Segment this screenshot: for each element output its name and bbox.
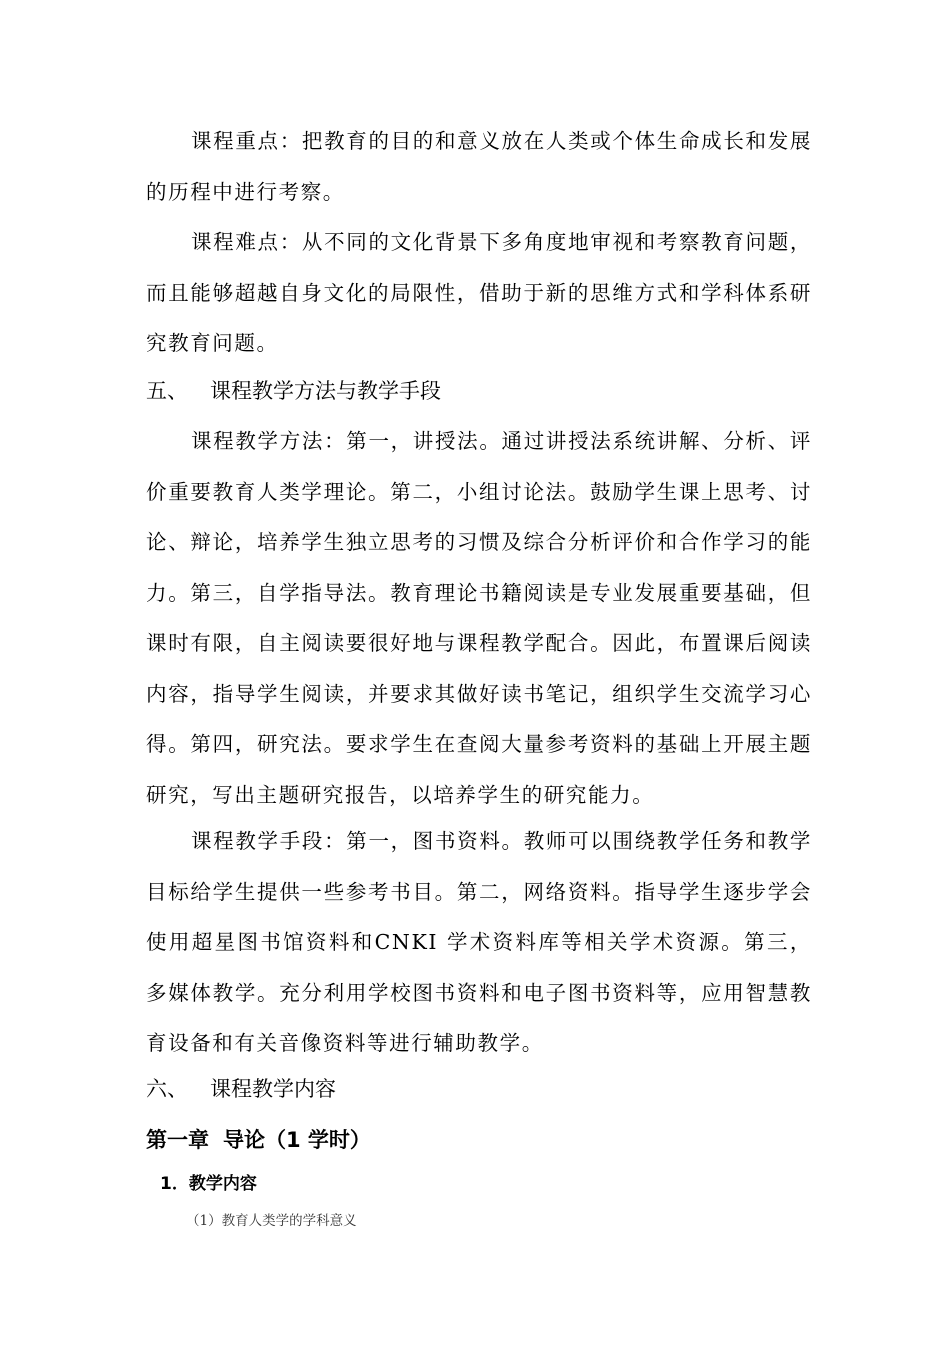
chapter-number: 第一章 (146, 1128, 209, 1152)
section-heading-methods (146, 376, 441, 406)
chapter-title: 导论（1 学时） (223, 1128, 371, 1152)
section-number: 五、 (146, 379, 188, 403)
section-heading-content (146, 1074, 336, 1104)
chapter-heading (146, 1125, 371, 1155)
paragraph-difficulties: 课程难点：从不同的文化背景下多角度地审视和考察教育问题，而且能够超越自身文化的局限性，借助于新的思维方式和学科体系研究教育问题。 (146, 230, 812, 355)
paragraph-means: 课程教学手段：第一，图书资料。教师可以围绕教学任务和教学目标给学生提供一些参考书目。第二，网络资料。指导学生逐步学会使用超星图书馆资料和CNKI 学术资料库等相关学术资源。第三，多媒体教学。充分利用学校图书资料和电子图书资料等，应用智慧教育设备和有关音像资料等进行辅助教学。 (146, 829, 812, 1055)
paragraph-methods: 课程教学方法：第一，讲授法。通过讲授法系统讲解、分析、评价重要教育人类学理论。第二，小组讨论法。鼓励学生课上思考、讨论、辩论，培养学生独立思考的习惯及综合分析评价和合作学习的能力。第三，自学指导法。教育理论书籍阅读是专业发展重要基础，但课时有限，自主阅读要很好地与课程教学配合。因此，布置课后阅读内容，指导学生阅读，并要求其做好读书笔记，组织学生交流学习心得。第四，研究法。要求学生在查阅大量参考资料的基础上开展主题研究，写出主题研究报告，以培养学生的研究能力。 (146, 429, 812, 807)
content-item: （1）教育人类学的学科意义 (186, 1213, 357, 1229)
section-title: 课程教学内容 (210, 1077, 336, 1101)
paragraph-key-points: 课程重点：把教育的目的和意义放在人类或个体生命成长和发展的历程中进行考察。 (146, 129, 812, 204)
subsection-heading: 1．教学内容 (160, 1174, 257, 1194)
section-number: 六、 (146, 1077, 188, 1101)
section-title: 课程教学方法与教学手段 (210, 379, 441, 403)
